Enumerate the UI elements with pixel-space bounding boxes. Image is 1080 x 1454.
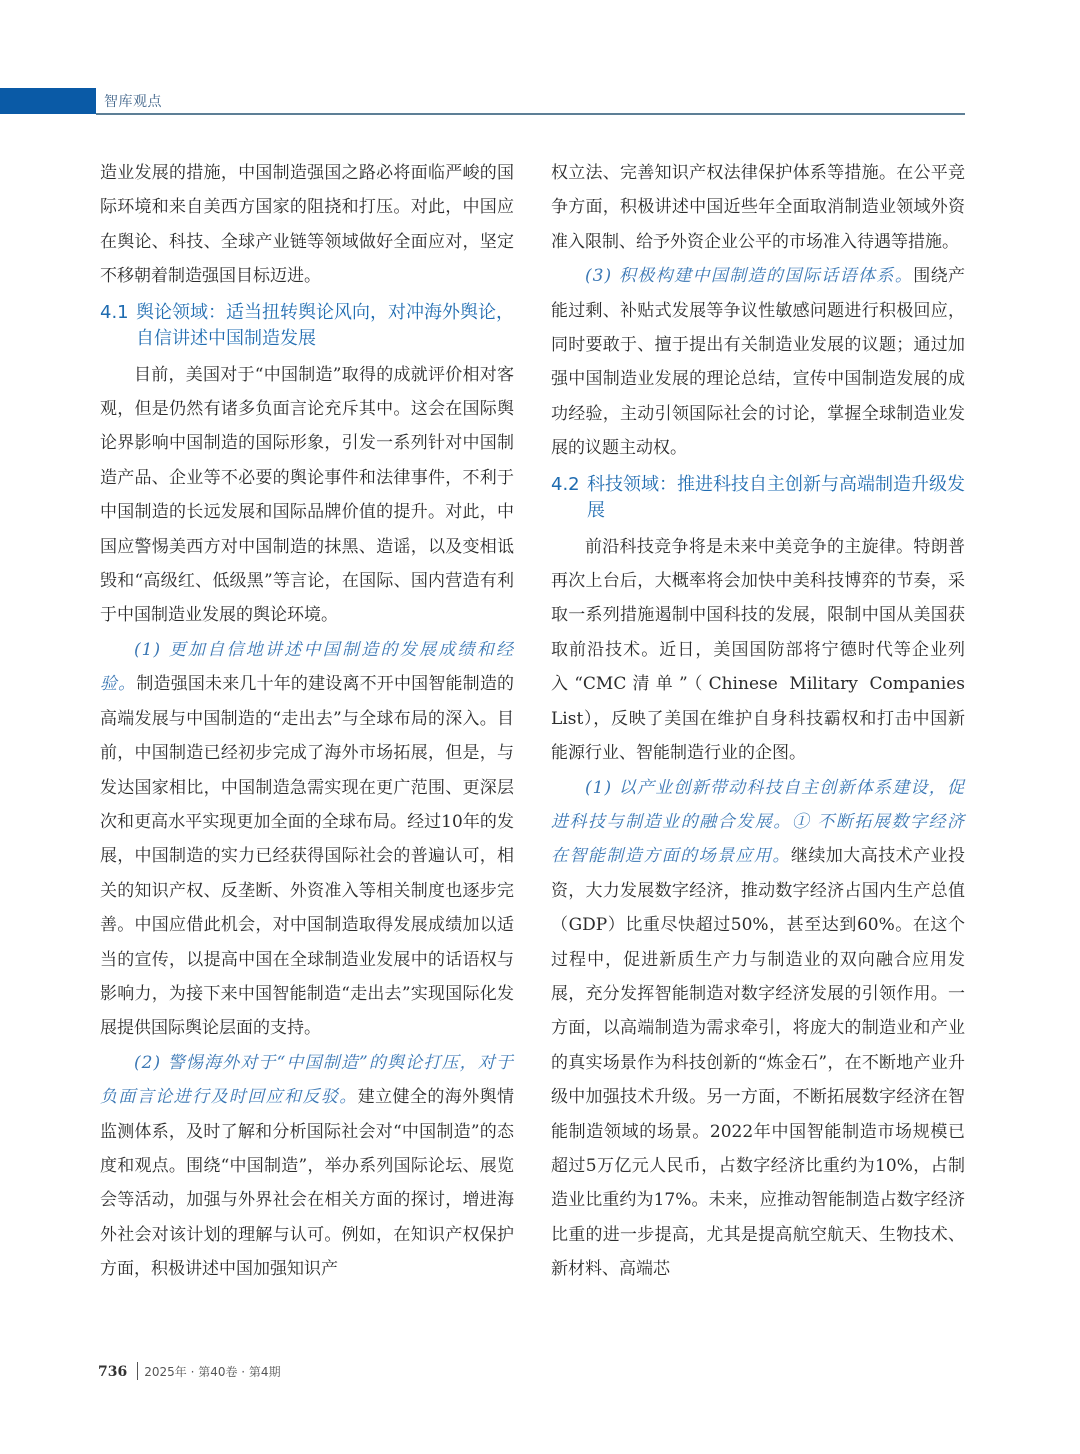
paragraph: 目前，美国对于“中国制造”取得的成就评价相对客观，但是仍然有诸多负面言论充斥其中。这会在国际舆论界影响中国制造的国际形象，引发一系列针对中国制造产品、企业等不必要的舆论事件和法律事件，不利于中国制造的长远发展和国际品牌价值的提升。对此，中国应警惕美西方对中国制造的抹黑、造谣，以及变相诋毁和“高级红、低级黑”等言论，在国际、国内营造有利于中国制造业发展的舆论环境。	[100, 364, 514, 626]
page-footer	[98, 1362, 281, 1380]
section-heading-4-1	[100, 300, 514, 352]
paragraph-body: 继续加大高技术产业投资，大力发展数字经济，推动数字经济占国内生产总值（GDP）比重尽快超过50%，甚至达到60%。在这个过程中，促进新质生产力与制造业的双向融合应用发展，充分发挥智能制造对数字经济发展的引领作用。一方面，以高端制造为需求牵引，将庞大的制造业和产业的真实场景作为科技创新的“炼金石”，在不断地产业升级中加强技术升级。另一方面，不断拓展数字经济在智能制造领域的场景。2022年中国智能制造市场规模已超过5万亿元人民币，占数字经济比重约为10%，占制造业比重约为17%。未来，应推动智能制造占数字经济比重的进一步提高，尤其是提高航空航天、生物技术、新材料、高端芯	[551, 846, 966, 1280]
right-column	[551, 156, 965, 1287]
paragraph	[551, 259, 965, 465]
header-accent-bar	[0, 88, 96, 114]
page-number: 736	[98, 1364, 128, 1380]
subheading: (1) 更加自信地讲述中国制造的发展成绩和经验。	[100, 639, 514, 695]
section-label: 智库观点	[104, 94, 162, 110]
paragraph-body: 建立健全的海外舆情监测体系，及时了解和分析国际社会对“中国制造”的态度和观点。围绕“中国制造”，举办系列国际论坛、展览会等活动，加强与外界社会在相关方面的探讨，增进海外社会对该计划的理解与认可。例如，在知识产权保护方面，积极讲述中国加强知识产	[100, 1087, 515, 1280]
journal-issue: 2025年 · 第40卷 · 第4期	[144, 1365, 281, 1379]
paragraph	[551, 771, 965, 1287]
paragraph: 前沿科技竞争将是未来中美竞争的主旋律。特朗普再次上台后，大概率将会加快中美科技博弈的节奏，采取一系列措施遏制中国科技的发展，限制中国从美国获取前沿技术。近日，美国国防部将宁德时代等企业列入“CMC清单”（Chinese Military Companies List），反映了美国在维护自身科技霸权和打击中国新能源行业、智能制造行业的企图。	[551, 536, 965, 764]
paragraph: 造业发展的措施，中国制造强国之路必将面临严峻的国际环境和来自美西方国家的阻挠和打压。对此，中国应在舆论、科技、全球产业链等领域做好全面应对，坚定不移朝着制造强国目标迈进。	[100, 163, 514, 287]
paragraph	[100, 633, 514, 1046]
section-number: 4.1	[100, 301, 129, 323]
header-divider	[96, 113, 965, 115]
paragraph-body: 制造强国未来几十年的建设离不开中国智能制造的高端发展与中国制造的“走出去”与全球布局的深入。目前，中国制造已经初步完成了海外市场拓展，但是，与发达国家相比，中国制造急需实现在更广范围、更深层次和更高水平实现更加全面的全球布局。经过10年的发展，中国制造的实力已经获得国际社会的普遍认可，相关的知识产权、反垄断、外资准入等相关制度也逐步完善。中国应借此机会，对中国制造取得发展成绩加以适当的宣传，以提高中国在全球制造业发展中的话语权与影响力，为接下来中国智能制造“走出去”实现国际化发展提供国际舆论层面的支持。	[100, 674, 515, 1039]
paragraph-body: 围绕产能过剩、补贴式发展等争议性敏感问题进行积极回应，同时要敢于、擅于提出有关制造业发展的议题；通过加强中国制造业发展的理论总结，宣传中国制造发展的成功经验，主动引领国际社会的讨论，掌握全球制造业发展的议题主动权。	[551, 266, 966, 459]
left-column	[100, 156, 514, 1287]
footer-divider	[137, 1362, 138, 1380]
paragraph: 权立法、完善知识产权法律保护体系等措施。在公平竞争方面，积极讲述中国近些年全面取消制造业领域外资准入限制、给予外资企业公平的市场准入待遇等措施。	[551, 163, 965, 252]
paragraph	[100, 1046, 514, 1287]
section-title: 科技领域：推进科技自主创新与高端制造升级发展	[587, 473, 965, 521]
subheading: (2) 警惕海外对于“中国制造”的舆论打压，对于负面言论进行及时回应和反驳。	[100, 1052, 514, 1108]
section-heading-4-2	[551, 472, 965, 524]
subheading: (3) 积极构建中国制造的国际话语体系。	[585, 266, 914, 287]
section-title: 舆论领域：适当扭转舆论风向，对冲海外舆论，自信讲述中国制造发展	[136, 301, 514, 349]
section-number: 4.2	[551, 473, 580, 495]
subheading: (1) 以产业创新带动科技自主创新体系建设，促进科技与制造业的融合发展。① 不断拓展数字经济在智能制造方面的场景应用。	[551, 777, 965, 867]
